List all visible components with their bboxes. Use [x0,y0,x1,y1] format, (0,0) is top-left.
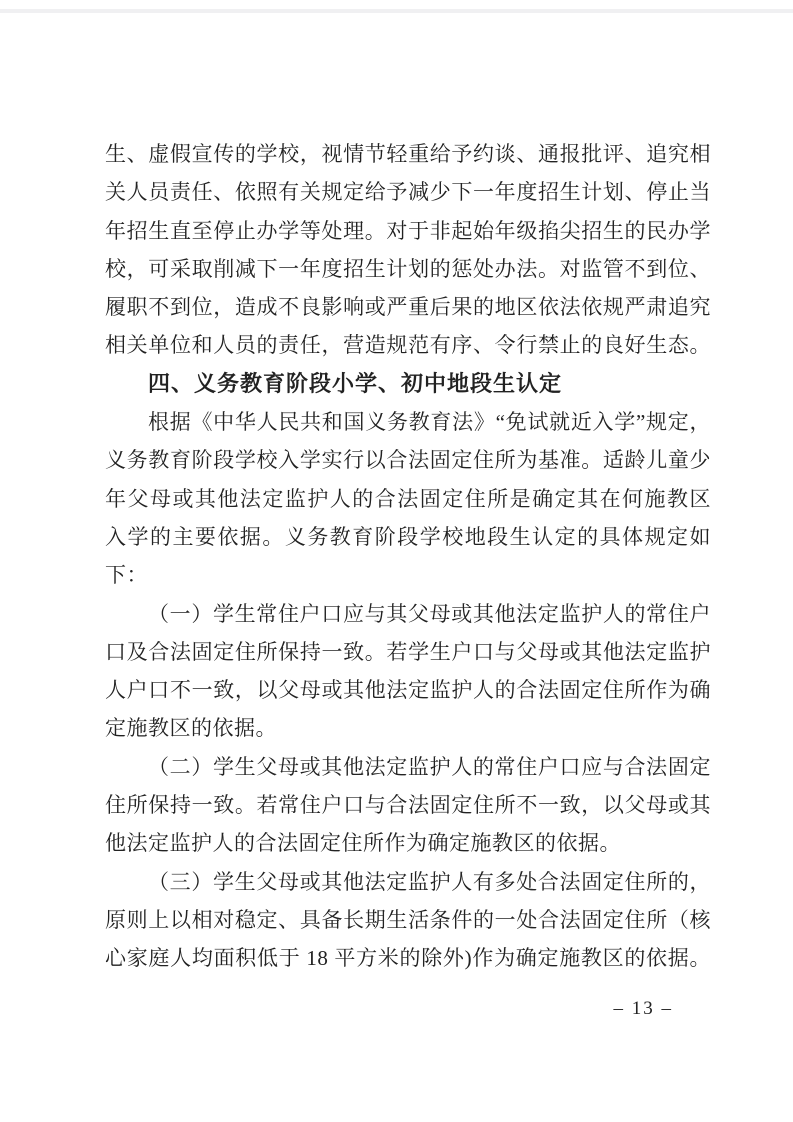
text-line: 住所保持一致。若常住户口与合法固定住所不一致，以父母或其 [105,793,711,818]
text-line: 原则上以相对稳定、具备长期生活条件的一处合法固定住所（核 [105,907,711,932]
text-line: 相关单位和人员的责任，营造规范有序、令行禁止的良好生态。 [105,333,711,358]
text-line: 人户口不一致，以父母或其他法定监护人的合法固定住所作为确 [105,678,711,703]
text-line: 履职不到位，造成不良影响或严重后果的地区依法依规严肃追究 [105,295,711,320]
text-line: （一）学生常住户口应与其父母或其他法定监护人的常住户 [148,601,711,626]
text-line: 义务教育阶段学校入学实行以合法固定住所为基准。适龄儿童少 [105,448,711,473]
section-heading: 四、义务教育阶段小学、初中地段生认定 [148,370,563,396]
text-line: （三）学生父母或其他法定监护人有多处合法固定住所的， [148,869,711,894]
page-number: – 13 – [613,998,673,1019]
text-line: （二）学生父母或其他法定监护人的常住户口应与合法固定 [148,754,711,779]
text-line: 生、虚假宣传的学校，视情节轻重给予约谈、通报批评、追究相 [105,142,711,166]
text-line: 心家庭人均面积低于 18 平方米的除外)作为确定施教区的依据。 [105,946,711,971]
text-line: 他法定监护人的合法固定住所作为确定施教区的依据。 [105,831,621,856]
text-line: 下： [105,563,148,588]
text-line: 年招生直至停止办学等处理。对于非起始年级掐尖招生的民办学 [105,218,711,243]
text-line: 年父母或其他法定监护人的合法固定住所是确定其在何施教区 [105,486,711,511]
document-body [105,135,711,978]
text-line: 定施教区的依据。 [105,716,277,741]
text-line: 口及合法固定住所保持一致。若学生户口与父母或其他法定监护 [105,639,711,664]
text-line: 校，可采取削减下一年度招生计划的惩处办法。对监管不到位、 [105,256,711,281]
text-line: 入学的主要依据。义务教育阶段学校地段生认定的具体规定如 [105,524,711,549]
text-line: 关人员责任、依照有关规定给予减少下一年度招生计划、停止当 [105,180,711,205]
scan-artifact-band [0,9,793,13]
text-line: 根据《中华人民共和国义务教育法》“免试就近入学”规定， [148,410,711,435]
